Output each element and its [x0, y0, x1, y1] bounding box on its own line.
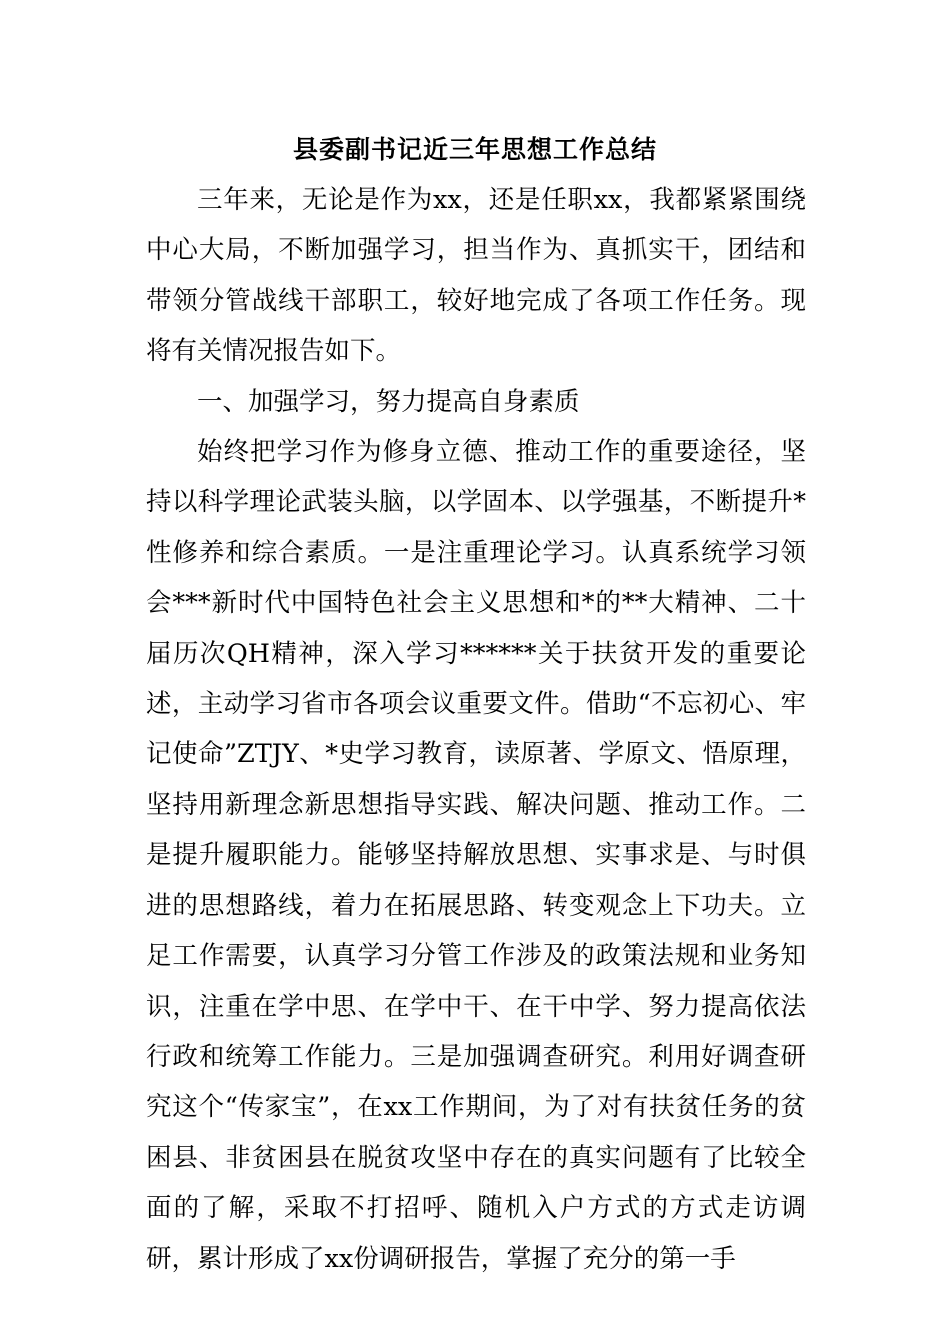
paragraph-intro: 三年来，无论是作为xx，还是任职xx，我都紧紧围绕中心大局，不断加强学习，担当作为、真抓实干，团结和带领分管战线干部职工，较好地完成了各项工作任务。现将有关情况报告如下。: [146, 185, 806, 367]
document-title: 县委副书记近三年思想工作总结: [292, 135, 657, 164]
paragraph-study: 始终把学习作为修身立德、推动工作的重要途径，坚持以科学理论武装头脑，以学固本、以学强基，不断提升*性修养和综合素质。一是注重理论学习。认真系统学习领会***新时代中国特色社会主义思想和*的**大精神、二十届历次QH精神，深入学习******关于扶贫开发的重要论述，主动学习省市各项会议重要文件。借助“不忘初心、牢记使命”ZTJY、*史学习教育，读原著、学原文、悟原理，坚持用新理念新思想指导实践、解决问题、推动工作。二是提升履职能力。能够坚持解放思想、实事求是、与时俱进的思想路线，着力在拓展思路、转变观念上下功夫。立足工作需要，认真学习分管工作涉及的政策法规和业务知识，注重在学中思、在学中干、在干中学、努力提高依法行政和统筹工作能力。三是加强调查研究。利用好调查研究这个“传家宝”，在xx工作期间，为了对有扶贫任务的贫困县、非贫困县在脱贫攻坚中存在的真实问题有了比较全面的了解，采取不打招呼、随机入户方式的方式走访调研，累计形成了xx份调研报告，掌握了充分的第一手: [146, 437, 806, 1274]
section-heading-1: 一、加强学习，努力提高自身素质: [197, 386, 580, 417]
document-body: [146, 175, 806, 1284]
